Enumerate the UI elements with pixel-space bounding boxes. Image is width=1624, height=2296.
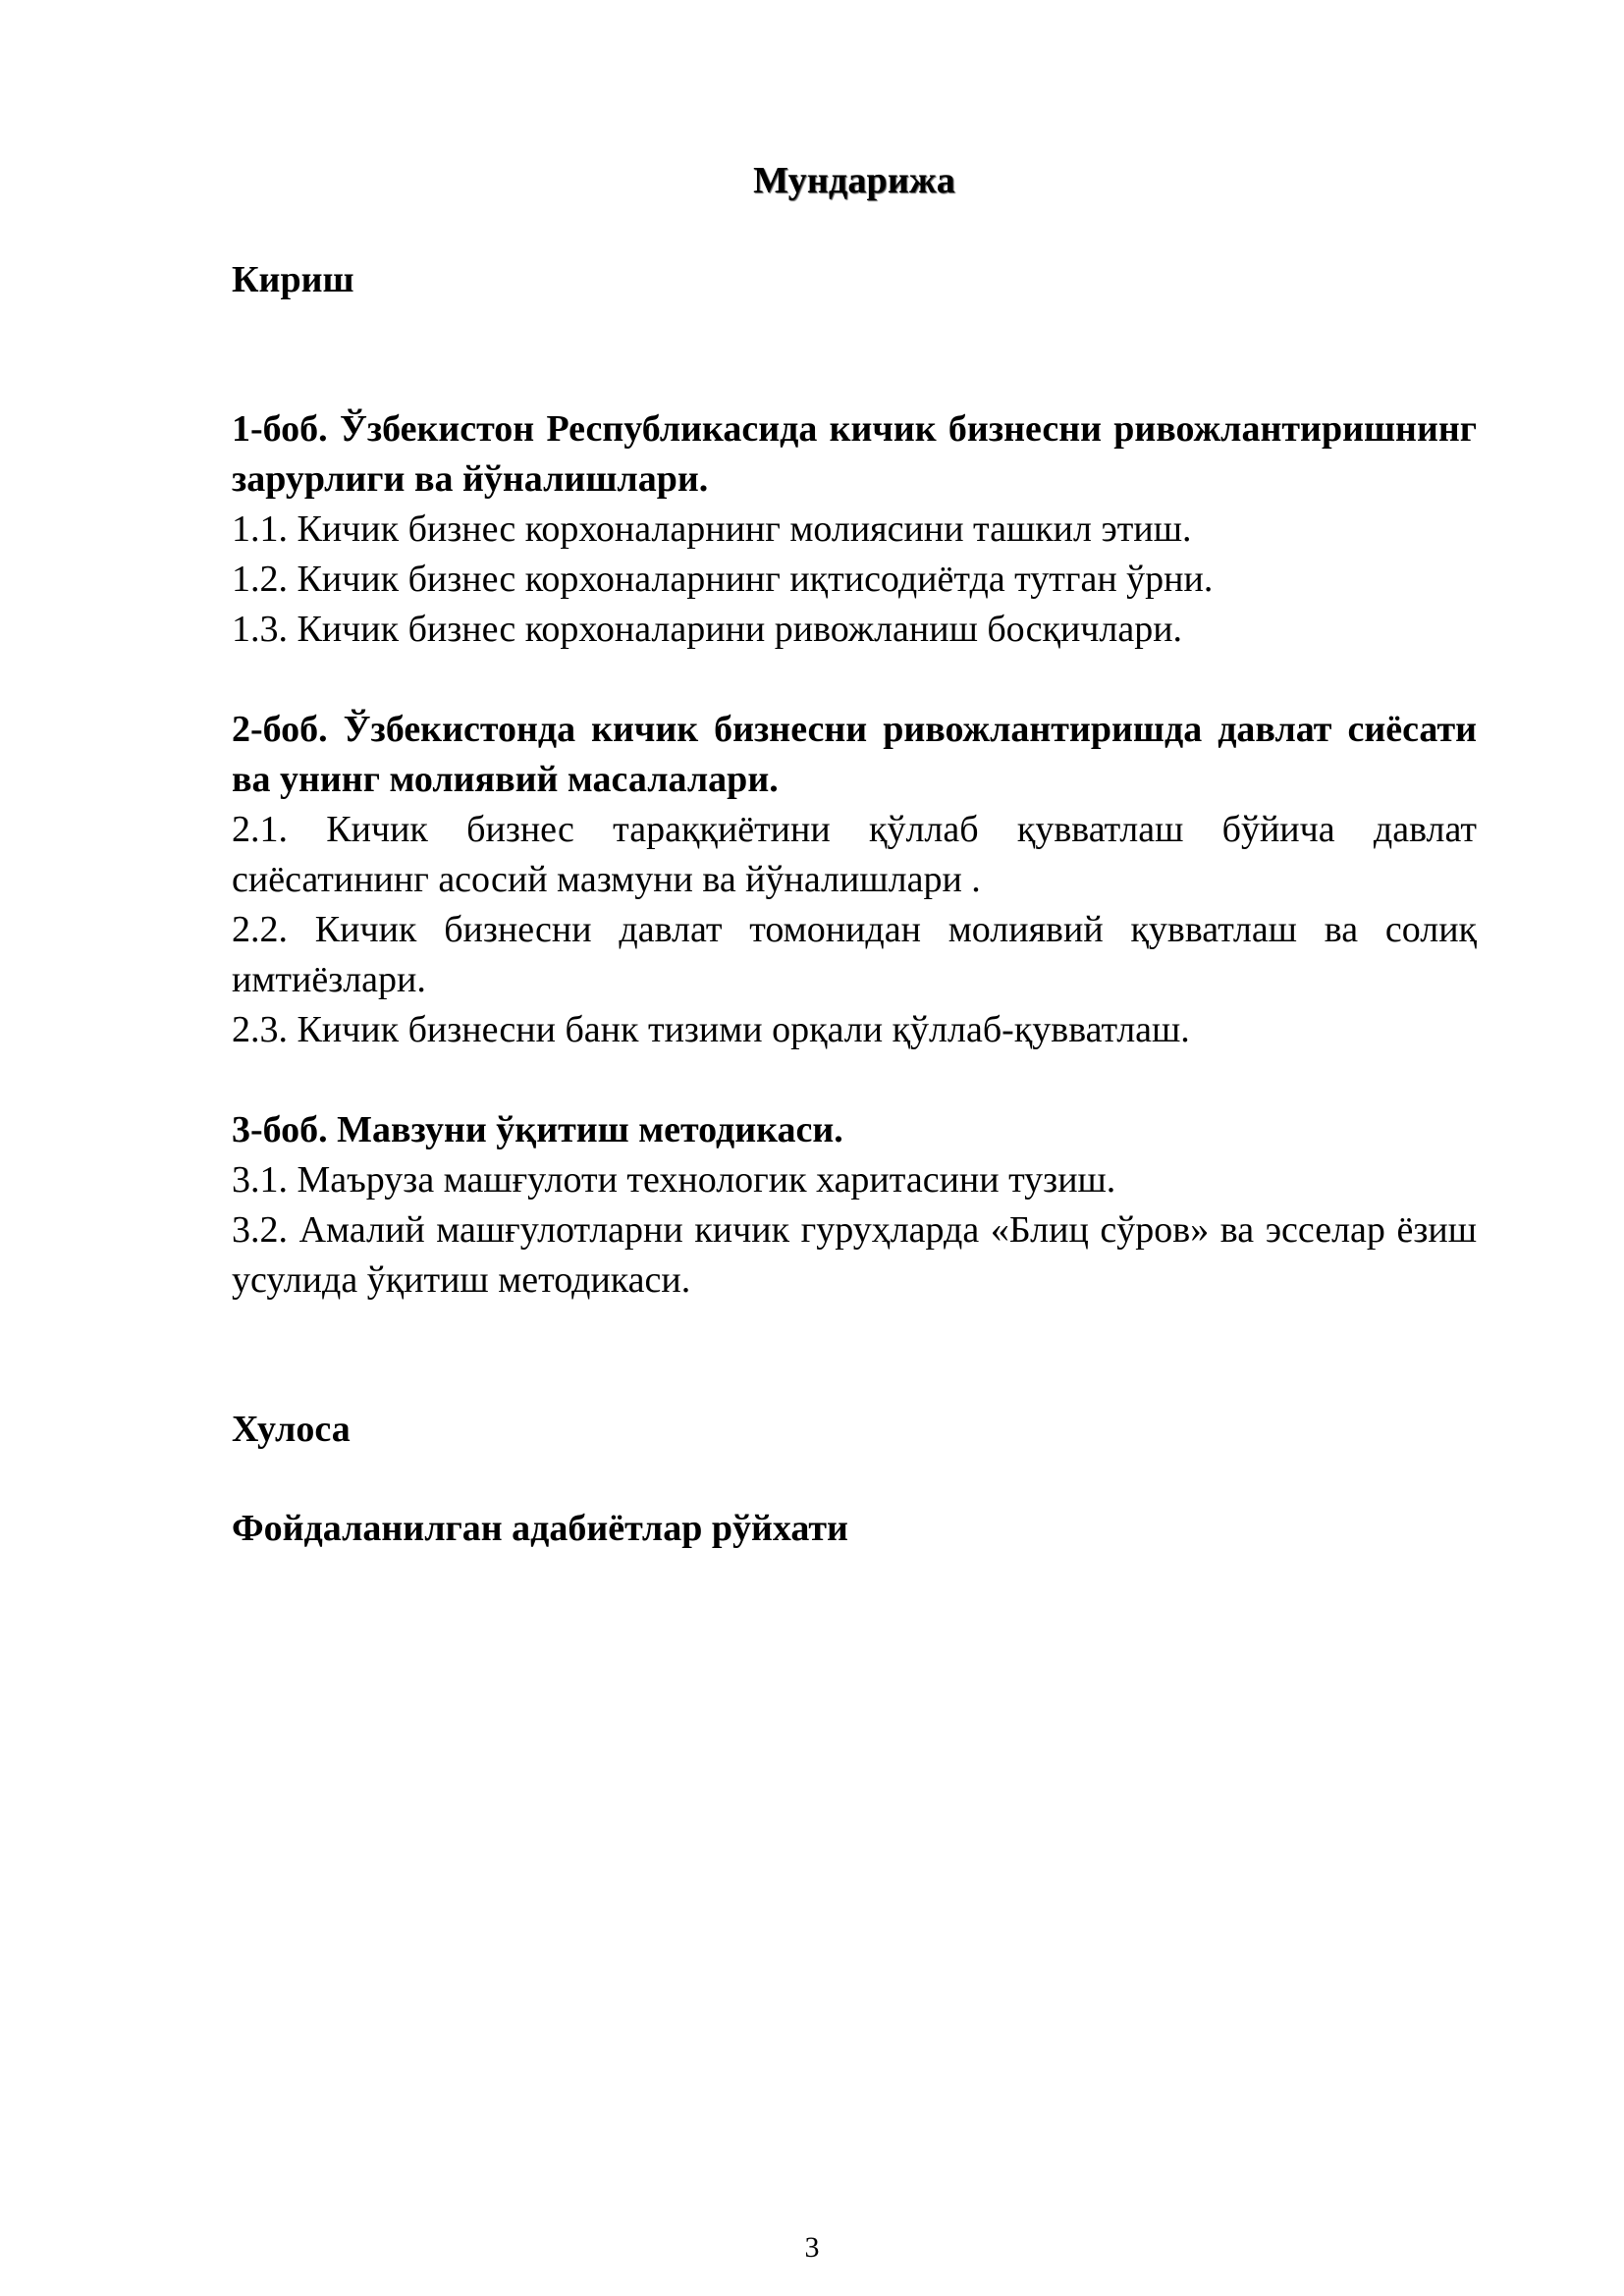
toc-chapter-1-heading: 1-боб. Ўзбекистон Республикасида кичик бизнесни ривожлантиришнинг зарурлиги ва йўналишлари.	[232, 408, 1477, 500]
toc-section-3-2: 3.2. Амалий машғулотларни кичик гуруҳларда «Блиц сўров» ва эсселар ёзиш усулида ўқитиш методикаси.	[232, 1209, 1477, 1301]
table-of-contents	[232, 155, 1477, 1554]
toc-section-2-3: 2.3. Кичик бизнесни банк тизими орқали қўллаб-қувватлаш.	[232, 1009, 1190, 1050]
toc-entry-conclusion: Хулоса	[232, 1409, 351, 1450]
toc-section-1-3: 1.3. Кичик бизнес корхоналарини ривожланиш босқичлари.	[232, 609, 1183, 650]
toc-section-1-1: 1.1. Кичик бизнес корхоналарнинг молиясини ташкил этиш.	[232, 508, 1192, 550]
toc-section-2-1: 2.1. Кичик бизнес тараққиётини қўллаб қувватлаш бўйича давлат сиёсатининг асосий мазмуни ва йўналишлари .	[232, 809, 1477, 900]
page-title: Мундарижа	[753, 160, 955, 201]
toc-entry-references: Фойдаланилган адабиётлар рўйхати	[232, 1508, 848, 1549]
toc-section-2-2: 2.2. Кичик бизнесни давлат томонидан молиявий қувватлаш ва солиқ имтиёзлари.	[232, 909, 1477, 1000]
toc-chapter-2-heading: 2-боб. Ўзбекистонда кичик бизнесни ривожлантиришда давлат сиёсати ва унинг молиявий масалалари.	[232, 709, 1477, 800]
toc-section-3-1: 3.1. Маъруза машғулоти технологик харитасини тузиш.	[232, 1159, 1116, 1201]
page-number: 3	[804, 2231, 820, 2264]
toc-chapter-3-heading: 3-боб. Мавзуни ўқитиш методикаси.	[232, 1109, 843, 1150]
toc-section-1-2: 1.2. Кичик бизнес корхоналарнинг иқтисодиётда тутган ўрни.	[232, 559, 1214, 600]
toc-entry-intro: Кириш	[232, 259, 354, 300]
